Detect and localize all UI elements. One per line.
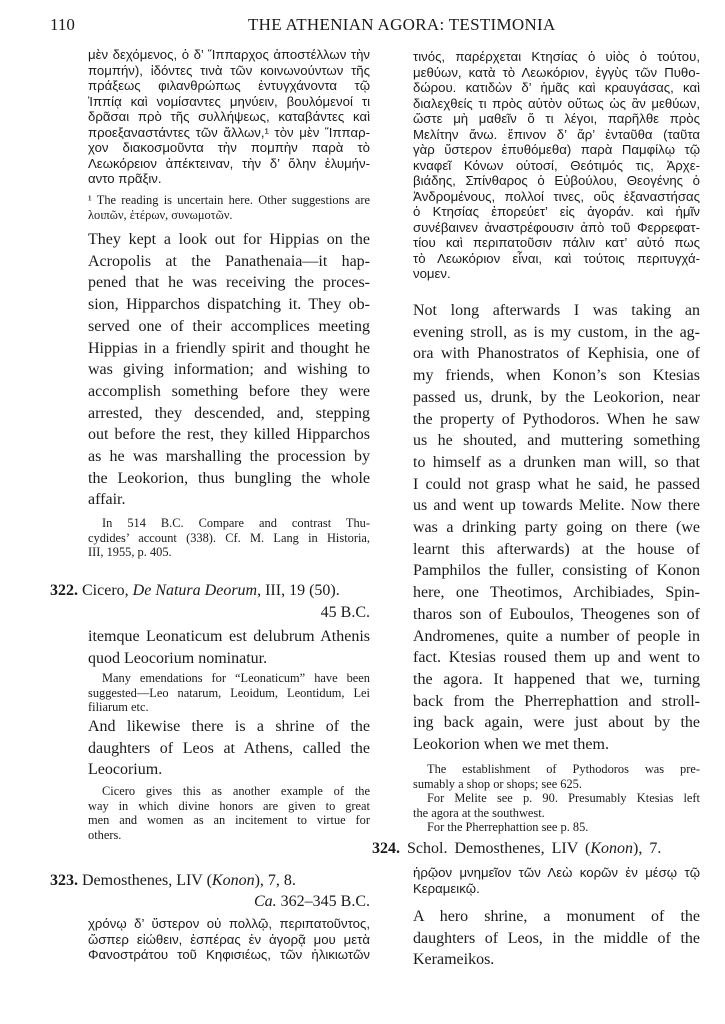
text-line: was giving information; and wishing to xyxy=(88,361,370,379)
text-line: Not long afterwards I was taking an xyxy=(413,302,700,319)
english-translation-322 xyxy=(88,716,370,781)
text-line: And likewise there is a shrine of the xyxy=(88,718,370,735)
text-line: ing back again, were just about by the xyxy=(413,714,700,732)
text-line: ¹ The reading is uncertain here. Other suggestions are xyxy=(88,193,370,207)
text-line: γὰρ ὕστερον ἐπυθόμεθα) παρὰ Παμφίλῳ τῷ xyxy=(413,142,700,157)
entry-work: Konon xyxy=(590,840,634,857)
greek-text-321 xyxy=(88,47,370,187)
english-translation-321 xyxy=(88,229,370,511)
text-line: was a drinking party going on there (we xyxy=(413,519,700,537)
text-line: ora with Phanostratos of Kephisia, one of xyxy=(413,345,700,363)
entry-number: 324. xyxy=(372,840,400,857)
text-line: They kept a look out for Hippias on the xyxy=(88,231,370,248)
text-line: Φανοστράτου τοῦ Κηφισιέως, τῶν ἡλικιωτῶν xyxy=(88,947,370,962)
text-line: ὥσπερ εἰώθειν, ἑσπέρας ἐν ἀγορᾷ μου μετὰ xyxy=(88,931,370,947)
text-line: ἡρῷον μνημεῖον τῶν Λεὼ κορῶν ἐν μέσῳ τῷ xyxy=(413,865,700,880)
latin-text-322 xyxy=(88,626,370,669)
text-line: βιάδης, Σπίνθαρος ὁ Εὐβούλου, Θεογένης ὁ xyxy=(413,173,700,188)
text-line: Hippias in a friendly spirit and thought he xyxy=(88,339,370,357)
text-line: tharos son of Euboulos, Theogenes son of xyxy=(413,605,700,623)
text-line: as he was marshalling the procession by xyxy=(88,448,370,466)
text-line: my friends, when Konon’s son Ktesias xyxy=(413,367,700,385)
text-line: Pamphilos the fuller, consisting of Konon xyxy=(413,562,700,580)
greek-text-323-cont xyxy=(413,49,700,282)
text-line: μὲν δεχόμενος, ὁ δ’ Ἵππαρχος ἀποστέλλων τὴν xyxy=(88,47,370,62)
running-title: THE ATHENIAN AGORA: TESTIMONIA xyxy=(248,15,556,34)
entry-heading-322 xyxy=(50,582,340,600)
text-line: αντο πρᾶξιν. xyxy=(88,171,162,186)
commentary-322 xyxy=(88,784,370,842)
text-line: For Melite see p. 90. Presumably Ktesias left xyxy=(427,791,700,805)
page-number: 110 xyxy=(50,15,75,34)
text-line: arrested, they descended, and, stepping xyxy=(88,404,370,422)
text-line: suggested—Leo natarum, Leoidum, Leontidum, Lei xyxy=(88,685,370,700)
text-line: us he shouted, and muttering something xyxy=(413,432,700,450)
text-line: the agora at the southwest. xyxy=(413,805,545,820)
text-line: πράξεως φιλανθρώπως ἐντυγχάνοντα τῷ xyxy=(88,78,370,93)
text-line: πομπήν), ἰδόντες τινὰ τῶν κοινωνούντων τῆς xyxy=(88,62,370,78)
text-line: Ἀνδρομένους, πολλοί τινες, οὓς ἐξαναστήσας xyxy=(413,188,700,204)
greek-text-323-start xyxy=(88,916,370,963)
text-line: way in which divine honors are given to great xyxy=(88,798,370,813)
text-line: λοιπῶν, ἑτέρων, συνωμοτῶν. xyxy=(88,207,233,222)
text-line: Μελίτην ἄνω. ἔπινον δ’ ἄρ’ ἐνταῦθα (ταῦτα xyxy=(413,126,700,142)
text-line: Κεραμεικῷ. xyxy=(413,880,480,896)
text-line: διαλεχθείς τι πρὸς αὑτὸν οὕτως ὡς ἂν μεθύων, xyxy=(413,95,700,111)
entry-ref: ), 7. xyxy=(633,840,662,857)
text-line: others. xyxy=(88,827,122,842)
text-line: filiarum etc. xyxy=(88,700,149,714)
entry-number: 322. xyxy=(50,582,78,599)
text-line: affair. xyxy=(88,491,126,509)
text-line: χον διακοσμοῦντα τὴν πομπὴν παρὰ τὸ xyxy=(88,140,370,155)
entry-ref: ), 7, 8. xyxy=(254,872,296,889)
entry-date-323 xyxy=(200,893,370,911)
greek-text-324 xyxy=(413,865,700,896)
footnote-321 xyxy=(88,193,370,222)
text-line: μεθύων, κατὰ τὸ Λεωκόριον, ἐγγὺς τῶν Πυθο- xyxy=(413,64,700,80)
text-line: out before the rest, they killed Hipparchos xyxy=(88,426,370,444)
text-line: the Leokorion, thus bungling the whole xyxy=(88,469,370,487)
text-line: quod Leocorium nominatur. xyxy=(88,649,268,667)
english-translation-324 xyxy=(413,906,700,971)
text-line: daughters of Leos at Athens, called the xyxy=(88,739,370,757)
text-line: passed us, drunk, by the Leokorion, near xyxy=(413,388,700,406)
text-line: Leokorion when we met them. xyxy=(413,736,609,754)
text-line: daughters of Leos, in the middle of the xyxy=(413,929,700,947)
commentary-321 xyxy=(88,516,370,560)
text-line: Andromenes, quite a number of people in xyxy=(413,627,700,645)
entry-work: Konon xyxy=(211,872,255,889)
entry-heading-324 xyxy=(372,840,661,858)
text-line: here, one Theotimos, Archibiades, Spin- xyxy=(413,584,700,602)
text-line: served one of their accomplices meeting xyxy=(88,317,370,335)
text-line: I could not grasp what he said, he passed xyxy=(413,475,700,493)
date-range: 362–345 B.C. xyxy=(276,893,370,910)
text-line: In 514 B.C. Compare and contrast Thu- xyxy=(102,516,370,530)
entry-author: Demosthenes, LIV ( xyxy=(82,872,212,889)
text-line: Leocorium. xyxy=(88,761,163,779)
text-line: δώρου. κατιδὼν δ’ ἡμᾶς καὶ κραυγάσας, καὶ xyxy=(413,80,700,95)
text-line: sumably a shop or shops; see 625. xyxy=(413,776,582,791)
date-prefix: Ca. xyxy=(253,893,277,910)
text-line: δρᾶσαι πρὸ τῆς συλλήψεως, καταβάντες καὶ xyxy=(88,109,370,124)
text-line: νομεν. xyxy=(413,266,451,281)
text-line: pened that he was receiving the proces- xyxy=(88,274,370,292)
text-line: προεξαναστάντες τῶν ἄλλων,¹ τὸν μὲν Ἵππαρ- xyxy=(88,124,370,140)
text-line: ὁ Κτησίας ἐπορεύετ’ εἰς ἀγοράν. καὶ ἡμῖν xyxy=(413,204,700,219)
text-line: learnt this afterwards) at the house of xyxy=(413,540,700,558)
text-line: Acropolis at the Panathenaia—it hap- xyxy=(88,252,370,270)
text-line: τὸ Λεωκόριον εἶναι, καὶ τούτοις περιτυγχά- xyxy=(413,250,700,266)
entry-heading-323 xyxy=(50,872,296,890)
entry-ref: , III, 19 (50). xyxy=(257,582,340,599)
text-line: κναφεῖ Κόνων οὑτοσί, Θεότιμός τις, Ἀρχε- xyxy=(413,157,700,173)
text-line: Kerameikos. xyxy=(413,951,495,969)
text-line: us and went up towards Melite. Now there xyxy=(413,497,700,515)
entry-author: Schol. Demosthenes, LIV ( xyxy=(407,840,591,857)
text-line: A hero shrine, a monument of the xyxy=(413,908,700,925)
text-line: συνέβαινεν ἀναστρέφουσιν ἀπὸ τοῦ Φερρεφατ- xyxy=(413,219,700,235)
text-line: Ἱππίᾳ καὶ νομίσαντες μηνύειν, βουλόμενοί τι xyxy=(88,93,370,109)
text-line: Cicero gives this as another example of the xyxy=(102,784,370,798)
text-line: the agora. It happened that we, turning xyxy=(413,670,700,688)
text-line: evening stroll, as is my custom, in the ag- xyxy=(413,323,700,341)
text-line: the property of Pythodoros. When he saw xyxy=(413,410,700,428)
text-line: men and women as an incitement to virtue for xyxy=(88,813,370,827)
english-translation-323 xyxy=(413,300,700,756)
text-line: to himself as a drunken man will, so that xyxy=(413,453,700,471)
text-line: Many emendations for “Leonaticum” have been xyxy=(102,671,370,685)
text-line: fact. Ktesias roused them up and went to xyxy=(413,649,700,667)
text-line: accomplish something before they were xyxy=(88,382,370,400)
text-line: τινός, παρέρχεται Κτησίας ὁ υἱὸς ὁ τούτου, xyxy=(413,49,700,64)
text-line: itemque Leonaticum est delubrum Athenis xyxy=(88,628,370,645)
text-line: sion, Hipparchos dispatching it. They ob- xyxy=(88,296,370,314)
note-322-emendations xyxy=(88,671,370,715)
entry-number: 323. xyxy=(50,872,78,889)
text-line: ὥστε μὴ μαθεῖν ὅ τι λέγοι, παρῆλθε πρὸς xyxy=(413,111,700,126)
entry-date-322: 45 B.C. xyxy=(320,604,370,621)
text-line: cydides’ account (338). Cf. M. Lang in Historia, xyxy=(88,530,370,545)
text-line: τίου καὶ περιπατοῦσιν πάλιν κατ’ αὐτό πως xyxy=(413,235,700,250)
text-line: The establishment of Pythodoros was pre- xyxy=(427,762,700,776)
text-line: For the Pherrephattion see p. 85. xyxy=(427,820,589,834)
commentary-323 xyxy=(413,762,700,835)
text-line: back from the Pherrephattion and stroll- xyxy=(413,692,700,710)
entry-work: De Natura Deorum xyxy=(132,582,258,599)
text-line: III, 1955, p. 405. xyxy=(88,545,172,559)
text-line: Λεωκόρειον ἀπέκτειναν, τὴν δ’ ὅλην ἐλυμήν- xyxy=(88,155,370,171)
entry-author: Cicero, xyxy=(82,582,133,599)
text-line: χρόνῳ δ’ ὕστερον οὐ πολλῷ, περιπατοῦντος, xyxy=(88,916,370,931)
